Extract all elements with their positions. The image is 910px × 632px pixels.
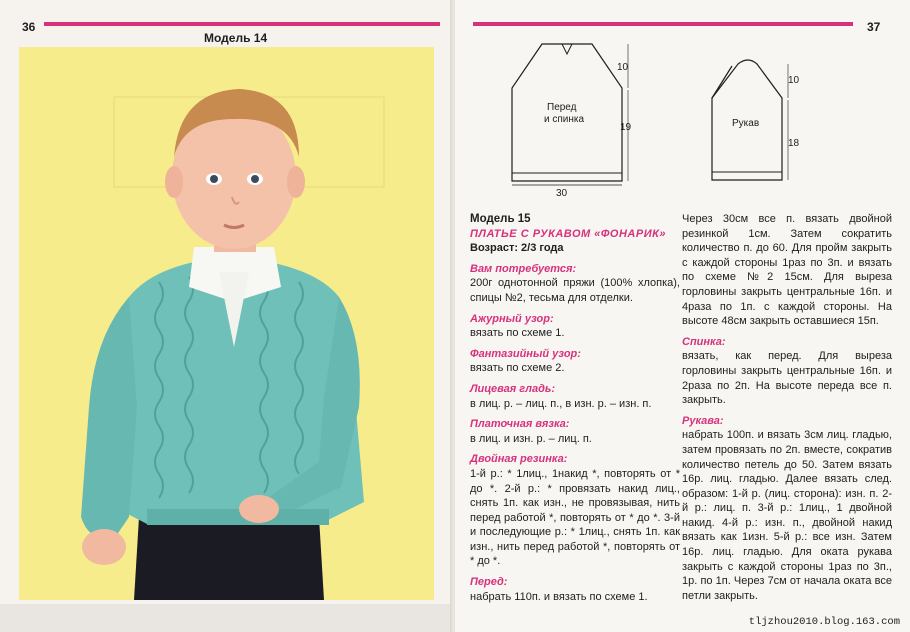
section-heading: Двойная резинка: [470, 453, 568, 466]
page-number-right: 37 [867, 20, 881, 34]
front-dim-width: 30 [556, 188, 568, 199]
section-list-2 [682, 212, 892, 603]
instructions-column-2 [682, 212, 892, 609]
section-block [470, 417, 680, 446]
section-text: вязать, как перед. Для выреза горловины закрыть центральные 16п. и 2раза по 2п. На высоте переда все п. закрыть. [682, 350, 892, 407]
child-sweater-photo [19, 47, 434, 600]
section-block [682, 335, 892, 408]
section-block [682, 212, 892, 329]
section-block [470, 312, 680, 341]
section-block [682, 414, 892, 604]
pattern-diagram [470, 38, 900, 206]
front-dim-body: 19 [620, 122, 632, 133]
section-text: вязать по схеме 1. [470, 327, 565, 340]
watermark: tljzhou2010.blog.163.com [748, 616, 900, 628]
section-heading: Платочная вязка: [470, 418, 570, 431]
section-text: 1-й р.: * 1лиц., 1накид *, повторять от * до *. 2-й р.: * провязать накид лиц., снять 1п. как изн., не провязывая, нить перед работой *, повторять от * до *. 3-й и последующие р.: * 1лиц., снять 1п. как изн., нить перед работой *, повторять от * до *. [470, 467, 680, 568]
photo-illustration [19, 47, 434, 600]
sleeve-dim-top: 10 [788, 75, 800, 86]
section-text: вязать по схеме 2. [470, 362, 565, 375]
section-text: Через 30см все п. вязать двойной резинкой 1см. Затем сократить количество п. до 60. Для пройм закрыть с каждой стороны 1раз по 3п. и вязать по схеме №2 15см. Для выреза горловины закрыть центральные 16п. и 4раза по 1п. с каждой стороны. На высоте 48см закрыть оставшиеся 15п. [682, 213, 892, 328]
section-heading: Перед: [470, 576, 508, 589]
header-rule-right [473, 22, 853, 26]
section-text: в лиц. р. – лиц. п., в изн. р. – изн. п. [470, 397, 652, 410]
section-heading: Спинка: [682, 335, 726, 348]
section-heading: Вам потребуется: [470, 262, 577, 275]
section-text: набрать 100п. и вязать 3см лиц. гладью, затем провязать по 2п. вместе, сократив количество петель до 50. Затем вязать 16р. лиц. гладью. Далее вязать след. образом: 1-й р. (лиц. сторона): изн. п. 2-й р.: лиц. п. 3-й р.: 1лиц., 1 двойной накид. 4-й р.: изн. п., двойной накид вязать как 1изн. 5-й р.: все изн. Затем 16р. лиц. гладью. Для оката рукава закрыть с каждой стороны 1раз по 3п., 1р. по 1п. Через 7см от начала оката все петли закрыть. [682, 429, 892, 602]
front-back-schematic [512, 44, 632, 199]
section-list [470, 262, 680, 604]
header-rule-left [44, 22, 440, 26]
sleeve-dim-body: 18 [788, 138, 800, 149]
section-block [470, 262, 680, 306]
section-text: 200г однотонной пряжи (100% хлопка), спицы №2, тесьма для отделки. [470, 277, 680, 304]
model-title-left: Модель 14 [204, 31, 268, 45]
model-title: ПЛАТЬЕ С РУКАВОМ «ФОНАРИК» [470, 227, 666, 240]
front-back-label-line2: и спинка [544, 114, 585, 125]
section-heading: Рукава: [682, 414, 724, 427]
section-block [470, 575, 680, 604]
section-heading: Ажурный узор: [470, 312, 554, 325]
page-bottom-band [0, 604, 452, 632]
section-block [470, 382, 680, 411]
front-back-label-line1: Перед [547, 102, 577, 113]
model-name: Модель 15 [470, 213, 531, 225]
section-block [470, 452, 680, 569]
section-text: в лиц. и изн. р. – лиц. п. [470, 432, 592, 445]
section-text: набрать 110п. и вязать по схеме 1. [470, 590, 648, 603]
left-page [0, 0, 452, 632]
sleeve-schematic [712, 60, 800, 180]
section-heading: Лицевая гладь: [470, 382, 556, 395]
age-line: Возраст: 2/3 года [470, 242, 564, 255]
section-block [470, 347, 680, 376]
section-heading: Фантазийный узор: [470, 347, 581, 360]
instructions-column-1 [470, 212, 680, 610]
page-number-left: 36 [22, 20, 36, 34]
sleeve-label: Рукав [732, 118, 760, 129]
front-dim-top: 10 [617, 62, 629, 73]
